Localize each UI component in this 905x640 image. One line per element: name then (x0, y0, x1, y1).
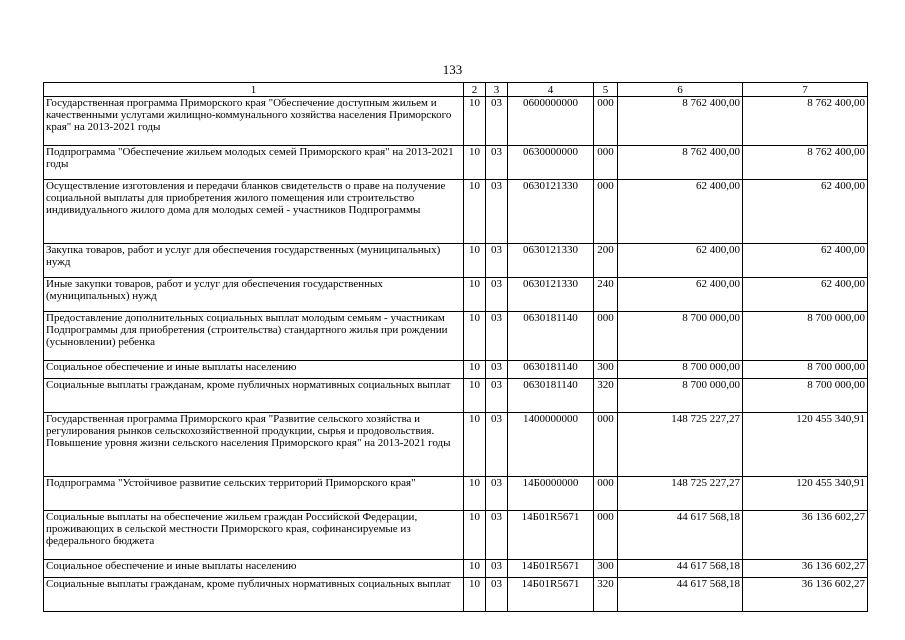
section-code-cell: 10 (464, 361, 486, 379)
subsection-code-cell: 03 (486, 413, 508, 477)
row-name-cell: Подпрограмма "Устойчивое развитие сельских территорий Приморского края" (44, 477, 464, 511)
table-row (44, 97, 868, 146)
section-code-cell: 10 (464, 511, 486, 560)
expense-type-cell: 240 (594, 278, 618, 312)
amount-2021-cell: 8 762 400,00 (743, 146, 868, 180)
subsection-code-cell: 03 (486, 560, 508, 578)
amount-2021-cell: 36 136 602,27 (743, 560, 868, 578)
row-name-cell: Государственная программа Приморского края "Обеспечение доступным жильем и качественными услугами жилищно-коммунального хозяйства населения Приморского края" на 2013-2021 годы (44, 97, 464, 146)
expense-type-cell: 000 (594, 146, 618, 180)
row-name-cell: Социальные выплаты гражданам, кроме публичных нормативных социальных выплат (44, 379, 464, 413)
subsection-code-cell: 03 (486, 511, 508, 560)
target-article-cell: 1400000000 (508, 413, 594, 477)
subsection-code-cell: 03 (486, 278, 508, 312)
amount-2021-cell: 36 136 602,27 (743, 511, 868, 560)
row-name-cell: Социальные выплаты на обеспечение жильем граждан Российской Федерации, проживающих в сельской местности Приморского края, софинансируемые из федерального бюджета (44, 511, 464, 560)
amount-2020-cell: 8 700 000,00 (618, 361, 743, 379)
target-article-cell: 14Б01R5671 (508, 578, 594, 612)
section-code-cell: 10 (464, 180, 486, 244)
amount-2020-cell: 62 400,00 (618, 180, 743, 244)
amount-2020-cell: 8 762 400,00 (618, 146, 743, 180)
section-code-cell: 10 (464, 146, 486, 180)
target-article-cell: 14Б01R5671 (508, 560, 594, 578)
amount-2020-cell: 8 762 400,00 (618, 97, 743, 146)
amount-2021-cell: 120 455 340,91 (743, 413, 868, 477)
table-row (44, 560, 868, 578)
table-row (44, 379, 868, 413)
table-row (44, 413, 868, 477)
target-article-cell: 0630181140 (508, 312, 594, 361)
subsection-code-cell: 03 (486, 244, 508, 278)
amount-2020-cell: 62 400,00 (618, 244, 743, 278)
amount-2021-cell: 120 455 340,91 (743, 477, 868, 511)
expense-type-cell: 000 (594, 312, 618, 361)
row-name-cell: Закупка товаров, работ и услуг для обеспечения государственных (муниципальных) нужд (44, 244, 464, 278)
column-header: 1 (44, 83, 464, 97)
target-article-cell: 14Б01R5671 (508, 511, 594, 560)
expense-type-cell: 320 (594, 379, 618, 413)
table-row (44, 180, 868, 244)
amount-2020-cell: 8 700 000,00 (618, 379, 743, 413)
column-header: 4 (508, 83, 594, 97)
subsection-code-cell: 03 (486, 361, 508, 379)
row-name-cell: Предоставление дополнительных социальных выплат молодым семьям - участникам Подпрограммы для приобретения (строительства) стандартного жилья при рождении (усыновлении) ребенка (44, 312, 464, 361)
column-header: 7 (743, 83, 868, 97)
column-header: 6 (618, 83, 743, 97)
page-number: 133 (442, 62, 463, 77)
section-code-cell: 10 (464, 97, 486, 146)
target-article-cell: 0630181140 (508, 361, 594, 379)
row-name-cell: Социальное обеспечение и иные выплаты населению (44, 361, 464, 379)
row-name-cell: Государственная программа Приморского края "Развитие сельского хозяйства и регулирования рынков сельскохозяйственной продукции, сырья и продовольствия. Повышение уровня жизни сельского населения Приморского края" на 2013-2021 годы (44, 413, 464, 477)
expense-type-cell: 000 (594, 97, 618, 146)
amount-2021-cell: 8 700 000,00 (743, 379, 868, 413)
expense-type-cell: 320 (594, 578, 618, 612)
amount-2021-cell: 62 400,00 (743, 244, 868, 278)
row-name-cell: Социальные выплаты гражданам, кроме публичных нормативных социальных выплат (44, 578, 464, 612)
table-row (44, 578, 868, 612)
amount-2021-cell: 8 700 000,00 (743, 361, 868, 379)
subsection-code-cell: 03 (486, 477, 508, 511)
section-code-cell: 10 (464, 477, 486, 511)
target-article-cell: 14Б0000000 (508, 477, 594, 511)
subsection-code-cell: 03 (486, 146, 508, 180)
row-name-cell: Иные закупки товаров, работ и услуг для обеспечения государственных (муниципальных) нужд (44, 278, 464, 312)
amount-2020-cell: 148 725 227,27 (618, 477, 743, 511)
column-header: 5 (594, 83, 618, 97)
table-row (44, 511, 868, 560)
subsection-code-cell: 03 (486, 379, 508, 413)
target-article-cell: 0630121330 (508, 278, 594, 312)
table-row (44, 278, 868, 312)
target-article-cell: 0630121330 (508, 180, 594, 244)
amount-2021-cell: 8 700 000,00 (743, 312, 868, 361)
subsection-code-cell: 03 (486, 578, 508, 612)
section-code-cell: 10 (464, 379, 486, 413)
expense-type-cell: 000 (594, 477, 618, 511)
target-article-cell: 0630121330 (508, 244, 594, 278)
expense-type-cell: 300 (594, 560, 618, 578)
row-name-cell: Социальное обеспечение и иные выплаты населению (44, 560, 464, 578)
expense-type-cell: 000 (594, 413, 618, 477)
table-row (44, 146, 868, 180)
target-article-cell: 0600000000 (508, 97, 594, 146)
column-header: 3 (486, 83, 508, 97)
amount-2020-cell: 44 617 568,18 (618, 560, 743, 578)
subsection-code-cell: 03 (486, 97, 508, 146)
table-row (44, 477, 868, 511)
row-name-cell: Подпрограмма "Обеспечение жильем молодых семей Приморского края" на 2013-2021 годы (44, 146, 464, 180)
row-name-cell: Осуществление изготовления и передачи бланков свидетельств о праве на получение социальной выплаты для приобретения жилого помещения или строительство индивидуального жилого дома для молодых семей - участников Подпрограммы (44, 180, 464, 244)
table-row (44, 244, 868, 278)
expense-type-cell: 200 (594, 244, 618, 278)
table-row (44, 361, 868, 379)
amount-2020-cell: 44 617 568,18 (618, 511, 743, 560)
target-article-cell: 0630181140 (508, 379, 594, 413)
table-header-row (44, 83, 868, 97)
budget-table (43, 82, 868, 612)
expense-type-cell: 000 (594, 511, 618, 560)
amount-2021-cell: 8 762 400,00 (743, 97, 868, 146)
expense-type-cell: 300 (594, 361, 618, 379)
section-code-cell: 10 (464, 560, 486, 578)
subsection-code-cell: 03 (486, 312, 508, 361)
amount-2021-cell: 62 400,00 (743, 180, 868, 244)
subsection-code-cell: 03 (486, 180, 508, 244)
amount-2020-cell: 8 700 000,00 (618, 312, 743, 361)
section-code-cell: 10 (464, 413, 486, 477)
section-code-cell: 10 (464, 578, 486, 612)
table-row (44, 312, 868, 361)
section-code-cell: 10 (464, 312, 486, 361)
section-code-cell: 10 (464, 244, 486, 278)
column-header: 2 (464, 83, 486, 97)
amount-2020-cell: 44 617 568,18 (618, 578, 743, 612)
amount-2020-cell: 62 400,00 (618, 278, 743, 312)
target-article-cell: 0630000000 (508, 146, 594, 180)
amount-2021-cell: 36 136 602,27 (743, 578, 868, 612)
table-body (44, 83, 868, 612)
section-code-cell: 10 (464, 278, 486, 312)
expense-type-cell: 000 (594, 180, 618, 244)
amount-2020-cell: 148 725 227,27 (618, 413, 743, 477)
amount-2021-cell: 62 400,00 (743, 278, 868, 312)
